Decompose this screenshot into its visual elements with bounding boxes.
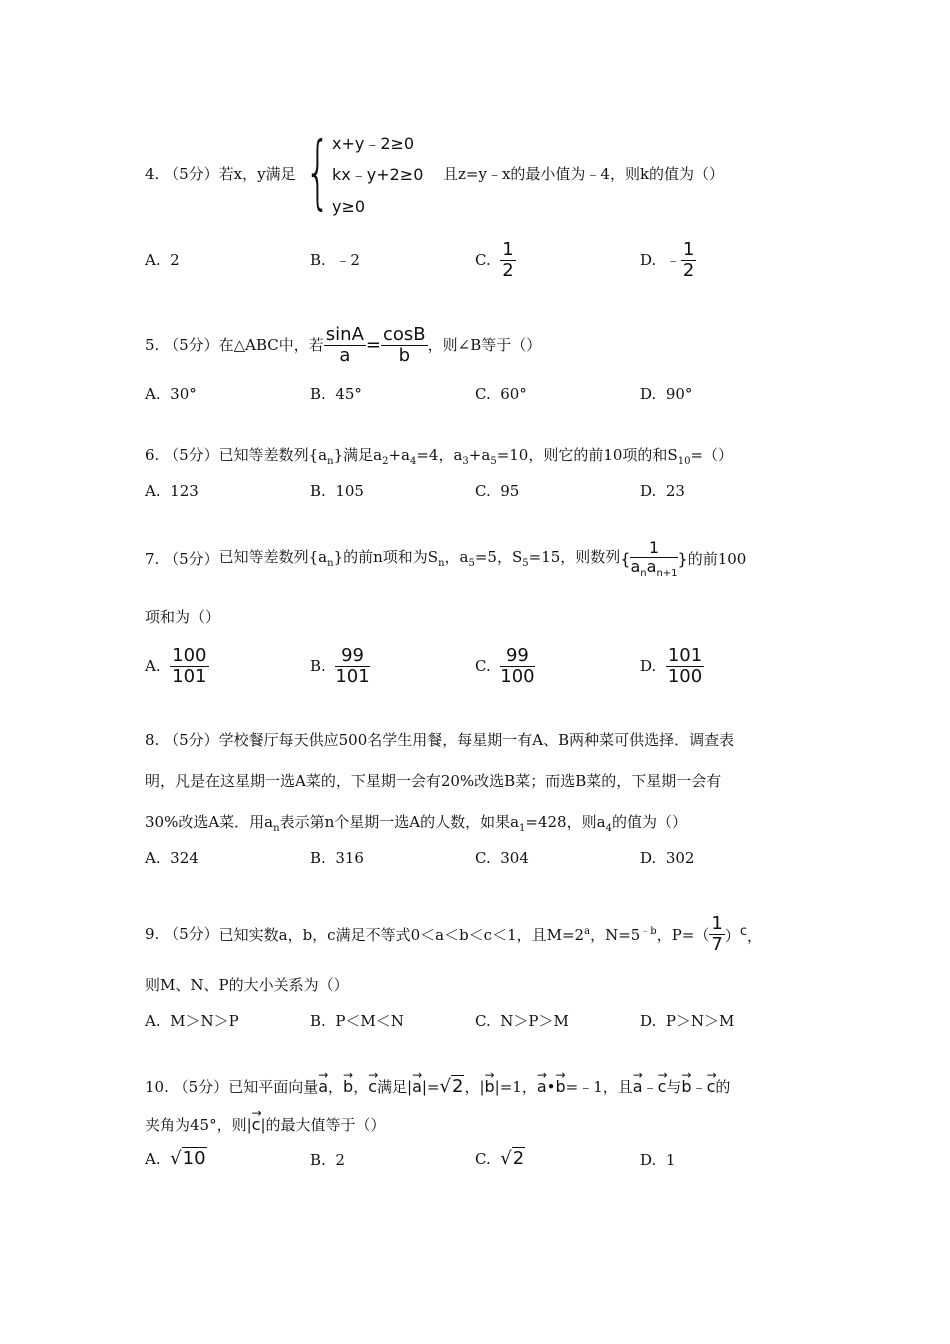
option-text: 90°: [665, 385, 693, 403]
question-number: 8.: [145, 731, 160, 749]
question-text: +a: [388, 446, 410, 464]
question-text: 满足|: [377, 1078, 413, 1096]
subscript: 5: [490, 456, 497, 467]
vector-b: → b: [681, 1070, 691, 1098]
option-label: B.: [310, 482, 326, 500]
q6-option-c[interactable]: [475, 484, 519, 499]
vector-a: → a: [412, 1070, 422, 1098]
vector-b: → b: [485, 1070, 495, 1098]
subscript: 5: [468, 558, 475, 570]
q6-option-a[interactable]: [145, 484, 199, 499]
question-number: 7.: [145, 550, 160, 569]
question-text: 已知平面向量: [228, 1078, 319, 1096]
right-brace: }: [677, 549, 688, 569]
option-label: C.: [475, 385, 491, 403]
question-10: 10. （5分）已知平面向量→ a，→ b，→ c满足|→ a|=√2，|→ b|=1，→ a•→ b=﹣1，且→ a﹣→ c与→ b﹣→ c的: [145, 1070, 730, 1098]
option-label: D.: [640, 1012, 657, 1030]
question-text: 学校餐厅每天供应500名学生用餐，每星期一有A、B两种菜可供选择．调查表: [218, 731, 735, 749]
option-label: A.: [145, 1012, 161, 1030]
q10-option-c[interactable]: [475, 1150, 525, 1168]
question-8-line-2: 明，凡是在这星期一选A菜的，下星期一会有20%改选B菜；而选B菜的，下星期一会有: [145, 772, 722, 790]
left-brace: {: [620, 549, 631, 569]
option-label: A.: [145, 251, 161, 269]
subscript: n: [327, 558, 334, 570]
subscript: n: [438, 558, 445, 570]
q5-option-c[interactable]: [475, 387, 527, 402]
option-label: D.: [640, 385, 657, 403]
option-text: 302: [665, 849, 695, 867]
vector-b: → b: [556, 1070, 566, 1098]
option-text: 1: [665, 1151, 676, 1169]
question-9-line-2: 则M、N、P的大小关系为（）: [145, 976, 349, 994]
option-label: C.: [475, 657, 491, 675]
question-text-post: 且z=y﹣x的最小值为﹣4，则k的值为（）: [443, 165, 725, 183]
subscript: 2: [382, 456, 389, 467]
option-text: M＞N＞P: [170, 1012, 239, 1030]
option-text: N＞P＞M: [500, 1012, 569, 1030]
sqrt-2: √2: [439, 1076, 464, 1097]
q4-option-a[interactable]: [145, 253, 180, 268]
question-text: =（）: [690, 446, 734, 464]
question-score: （5分）: [173, 1078, 229, 1096]
fraction: $\frac{101}{100}$: [667, 645, 703, 687]
option-label: C.: [475, 1012, 491, 1030]
q8-option-b[interactable]: [310, 851, 364, 866]
option-text: 2: [335, 1151, 345, 1169]
subscript: 3: [462, 456, 469, 467]
fraction-sina-over-a: $\frac{\sin A}{a}$: [325, 324, 364, 366]
question-text: |=: [421, 1078, 440, 1096]
subscript: 10: [677, 456, 691, 467]
subscript: 4: [409, 456, 417, 467]
q7-option-a[interactable]: [145, 647, 209, 686]
q10-option-b[interactable]: [310, 1153, 345, 1168]
option-label: B.: [310, 1151, 326, 1169]
question-score: （5分）: [164, 550, 219, 569]
vector-a: → a: [318, 1070, 328, 1098]
question-8: [145, 733, 734, 748]
brace-symbol: {: [305, 125, 331, 218]
vector-a: → a: [633, 1070, 643, 1098]
question-8-line-3: 30%改选A菜．用$a_n$表示第n个星期一选A的人数，如果$a_1=428$，则$a_4$的值为（）: [145, 813, 687, 834]
option-label: C.: [475, 1150, 491, 1168]
q8-option-d[interactable]: [640, 851, 694, 866]
question-score: （5分）: [164, 446, 219, 464]
fraction-cosb-over-b: $\frac{\cos B}{b}$: [383, 324, 426, 366]
vector-c: → c: [368, 1070, 377, 1098]
question-text: =4，a: [416, 446, 463, 464]
vector-c: → c: [252, 1108, 261, 1136]
question-number: 10.: [145, 1078, 169, 1096]
option-label: B.: [310, 385, 326, 403]
option-label: A.: [145, 1150, 161, 1168]
fraction: $\frac{100}{101}$: [172, 645, 207, 687]
question-7-line-2: 项和为（）: [145, 608, 221, 626]
q8-option-c[interactable]: [475, 851, 529, 866]
right-paren: ）: [724, 927, 740, 945]
system-line-2: kx﹣y+2≥0: [332, 165, 424, 184]
q4-option-b[interactable]: [310, 253, 360, 268]
vector-c: → c: [658, 1070, 667, 1098]
option-text: 23: [665, 482, 685, 500]
q7-option-b[interactable]: [310, 647, 370, 686]
option-text: ﹣2: [335, 251, 360, 269]
fraction-reciprocal-product: $\frac{1}{a_na_{n+1}}$: [630, 538, 678, 580]
q8-option-a[interactable]: [145, 851, 199, 866]
q9-option-c[interactable]: [475, 1014, 569, 1029]
left-paren: （: [694, 925, 710, 944]
question-text: ，: [747, 927, 763, 945]
question-text: =﹣1，且: [565, 1078, 633, 1096]
q4-option-d[interactable]: [640, 241, 696, 280]
question-text: ，a: [444, 548, 469, 567]
question-score: （5分）: [164, 165, 219, 183]
question-text-post: ，则∠B等于（）: [427, 336, 542, 354]
question-9: [145, 915, 762, 954]
system-line-3: y≥0: [332, 197, 366, 216]
fraction: $\frac{1}{2}$: [502, 239, 514, 281]
vector-c: → c: [707, 1070, 716, 1098]
option-label: B.: [310, 657, 326, 675]
question-10-line-2: 夹角为45°，则|→ c|的最大值等于（）: [145, 1108, 386, 1136]
superscript: ﹣b: [640, 925, 657, 937]
option-label: D.: [640, 482, 657, 500]
question-7: [145, 540, 746, 579]
option-label: B.: [310, 849, 326, 867]
question-text: ，N=5: [590, 925, 641, 944]
q5-option-a[interactable]: [145, 387, 197, 402]
q5-option-d[interactable]: [640, 387, 692, 402]
q7-option-d[interactable]: [640, 647, 704, 686]
question-number: 9.: [145, 925, 160, 943]
option-label: C.: [475, 251, 491, 269]
fraction: $\frac{1}{2}$: [682, 239, 695, 281]
equals-sign: =: [365, 334, 381, 356]
q4-option-c[interactable]: [475, 241, 516, 280]
question-text: }的前n项和为S: [333, 548, 439, 567]
option-label: D.: [640, 657, 657, 675]
question-text: |=1，: [494, 1078, 537, 1096]
question-text: 已知实数a，b，c满足不等式0＜a＜b＜c＜1，且M=2: [218, 925, 585, 944]
question-text: 若x，y满足: [218, 165, 296, 183]
option-text: 2: [170, 251, 180, 269]
question-score: （5分）: [164, 336, 219, 354]
sqrt-10: √10: [170, 1148, 206, 1169]
question-text: 已知等差数列{a: [218, 548, 328, 567]
option-label: D.: [640, 849, 657, 867]
option-text: 324: [170, 849, 199, 867]
question-text: ，|: [464, 1078, 485, 1096]
question-text: ，P=: [656, 925, 695, 944]
subscript: n: [327, 456, 334, 467]
option-text: 95: [500, 482, 520, 500]
option-label: D.: [640, 251, 657, 269]
option-label: C.: [475, 482, 491, 500]
question-score: （5分）: [164, 731, 219, 749]
question-5: [145, 326, 541, 365]
question-text: 的前100: [687, 550, 747, 569]
question-text: =15，则数列: [528, 548, 621, 567]
q10-option-a[interactable]: [145, 1150, 207, 1168]
option-label: A.: [145, 849, 161, 867]
question-text: }满足a: [333, 446, 383, 464]
fraction-one-seventh: $\frac{1}{7}$: [711, 913, 723, 955]
q6-option-d[interactable]: [640, 484, 685, 499]
q6-option-b[interactable]: [310, 484, 364, 499]
question-number: 6.: [145, 446, 160, 464]
vector-b: → b: [343, 1070, 353, 1098]
question-text: =5，S: [474, 548, 523, 567]
question-4: [145, 125, 845, 220]
question-text: +a: [468, 446, 491, 464]
fraction: $\frac{99}{101}$: [335, 645, 370, 687]
question-number: 4.: [145, 165, 160, 183]
q5-option-b[interactable]: [310, 387, 362, 402]
q10-option-d[interactable]: [640, 1153, 675, 1168]
fraction: $\frac{99}{100}$: [500, 645, 535, 687]
question-score: （5分）: [164, 925, 219, 943]
q9-option-d[interactable]: [640, 1014, 734, 1029]
q7-option-c[interactable]: [475, 647, 535, 686]
option-label: C.: [475, 849, 491, 867]
question-number: 5.: [145, 336, 160, 354]
option-label: B.: [310, 1012, 326, 1030]
option-text: 45°: [335, 385, 362, 403]
option-label: D.: [640, 1151, 657, 1169]
option-label: B.: [310, 251, 326, 269]
option-label: A.: [145, 482, 161, 500]
question-6: [145, 448, 733, 467]
option-text: 304: [500, 849, 529, 867]
q9-option-b[interactable]: [310, 1014, 404, 1029]
vector-a: → a: [537, 1070, 547, 1098]
option-text: P＜M＜N: [335, 1012, 404, 1030]
option-text: 60°: [500, 385, 527, 403]
sqrt-2: √2: [500, 1148, 525, 1169]
question-text: 的: [715, 1078, 731, 1096]
minus-sign: ﹣: [665, 251, 681, 269]
option-text: 105: [335, 482, 364, 500]
question-text: 与: [666, 1078, 682, 1096]
question-text: =10，则它的前10项的和S: [496, 446, 678, 464]
option-text: 316: [335, 849, 364, 867]
option-label: A.: [145, 385, 161, 403]
option-text: P＞N＞M: [665, 1012, 735, 1030]
option-text: 30°: [170, 385, 197, 403]
question-text: 已知等差数列{a: [218, 446, 328, 464]
superscript: a: [584, 925, 591, 937]
q9-option-a[interactable]: [145, 1014, 239, 1029]
option-label: A.: [145, 657, 161, 675]
option-text: 123: [170, 482, 199, 500]
dot-product: •: [546, 1078, 556, 1096]
question-text: 在△ABC中，若: [218, 336, 324, 354]
superscript: c: [739, 924, 748, 939]
subscript: 5: [522, 558, 529, 570]
system-line-1: x+y﹣2≥0: [332, 134, 415, 153]
